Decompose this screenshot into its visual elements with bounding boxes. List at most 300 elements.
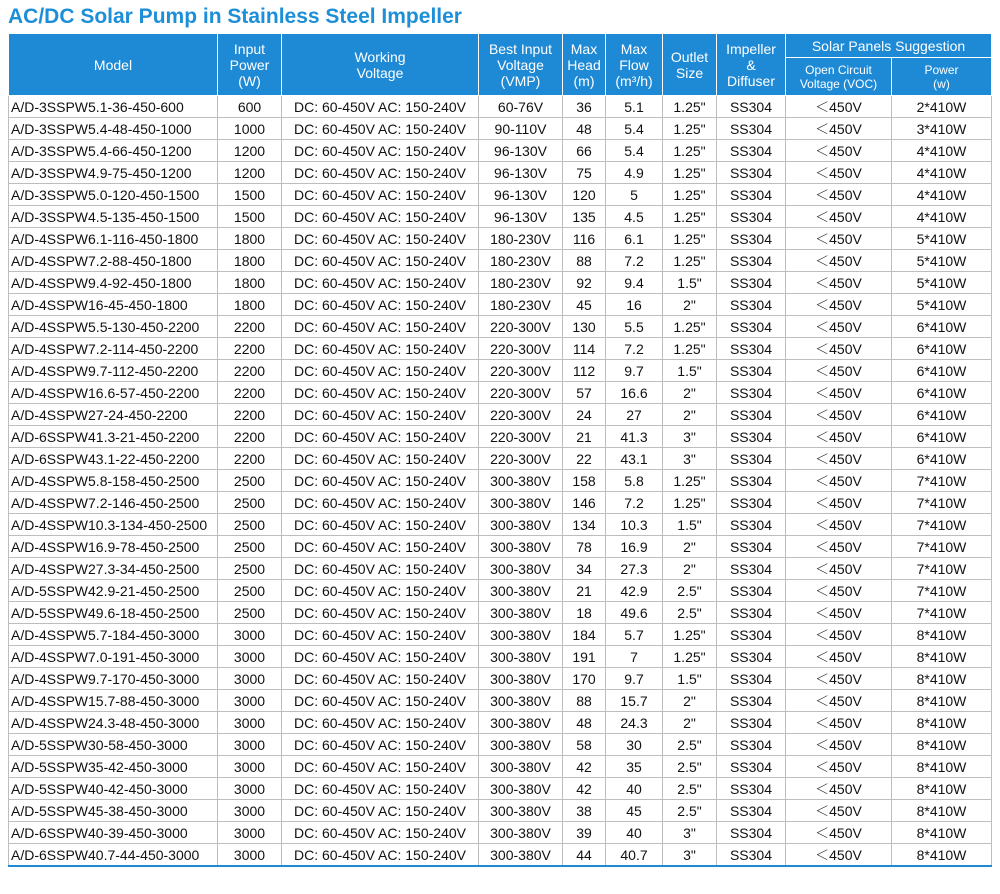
cell-impeller-diffuser: SS304	[717, 558, 786, 580]
cell-max-flow: 7.2	[606, 250, 663, 272]
cell-open-circuit-voltage: ＜450V	[786, 404, 892, 426]
cell-impeller-diffuser: SS304	[717, 316, 786, 338]
table-row	[9, 206, 992, 228]
cell-input-power: 3000	[218, 646, 282, 668]
cell-max-flow: 5.4	[606, 118, 663, 140]
cell-best-input-voltage: 180-230V	[479, 250, 563, 272]
cell-outlet-size: 3"	[663, 448, 717, 470]
cell-power: 8*410W	[892, 734, 992, 756]
table-row	[9, 756, 992, 778]
cell-outlet-size: 1.25"	[663, 624, 717, 646]
cell-best-input-voltage: 96-130V	[479, 206, 563, 228]
table-header	[9, 34, 992, 96]
cell-open-circuit-voltage: ＜450V	[786, 558, 892, 580]
cell-working-voltage: DC: 60-450V AC: 150-240V	[282, 140, 479, 162]
cell-outlet-size: 1.25"	[663, 140, 717, 162]
col-header-impeller-diffuser: Impeller & Diffuser	[717, 34, 786, 96]
cell-model: A/D-4SSPW7.2-146-450-2500	[9, 492, 218, 514]
cell-impeller-diffuser: SS304	[717, 580, 786, 602]
cell-max-head: 22	[563, 448, 606, 470]
cell-best-input-voltage: 300-380V	[479, 712, 563, 734]
cell-input-power: 2200	[218, 448, 282, 470]
cell-model: A/D-4SSPW16-45-450-1800	[9, 294, 218, 316]
cell-input-power: 1800	[218, 272, 282, 294]
cell-max-head: 34	[563, 558, 606, 580]
table-row	[9, 272, 992, 294]
table-row	[9, 382, 992, 404]
cell-open-circuit-voltage: ＜450V	[786, 96, 892, 118]
cell-open-circuit-voltage: ＜450V	[786, 756, 892, 778]
cell-impeller-diffuser: SS304	[717, 646, 786, 668]
cell-power: 8*410W	[892, 624, 992, 646]
cell-power: 7*410W	[892, 602, 992, 624]
table-row	[9, 800, 992, 822]
cell-power: 5*410W	[892, 250, 992, 272]
cell-max-head: 44	[563, 844, 606, 867]
table-row	[9, 712, 992, 734]
cell-working-voltage: DC: 60-450V AC: 150-240V	[282, 250, 479, 272]
cell-outlet-size: 2.5"	[663, 602, 717, 624]
cell-impeller-diffuser: SS304	[717, 778, 786, 800]
table-row	[9, 250, 992, 272]
cell-max-flow: 30	[606, 734, 663, 756]
cell-max-head: 130	[563, 316, 606, 338]
table-row	[9, 338, 992, 360]
cell-input-power: 1800	[218, 228, 282, 250]
cell-open-circuit-voltage: ＜450V	[786, 734, 892, 756]
cell-working-voltage: DC: 60-450V AC: 150-240V	[282, 316, 479, 338]
cell-max-flow: 5.4	[606, 140, 663, 162]
cell-power: 6*410W	[892, 448, 992, 470]
cell-model: A/D-4SSPW27.3-34-450-2500	[9, 558, 218, 580]
cell-working-voltage: DC: 60-450V AC: 150-240V	[282, 228, 479, 250]
cell-max-flow: 5.8	[606, 470, 663, 492]
cell-open-circuit-voltage: ＜450V	[786, 668, 892, 690]
cell-open-circuit-voltage: ＜450V	[786, 316, 892, 338]
cell-best-input-voltage: 300-380V	[479, 844, 563, 867]
cell-impeller-diffuser: SS304	[717, 624, 786, 646]
cell-open-circuit-voltage: ＜450V	[786, 272, 892, 294]
cell-working-voltage: DC: 60-450V AC: 150-240V	[282, 294, 479, 316]
cell-power: 6*410W	[892, 338, 992, 360]
cell-power: 5*410W	[892, 272, 992, 294]
cell-outlet-size: 1.5"	[663, 360, 717, 382]
cell-impeller-diffuser: SS304	[717, 470, 786, 492]
cell-model: A/D-4SSPW16.6-57-450-2200	[9, 382, 218, 404]
cell-max-head: 42	[563, 756, 606, 778]
cell-best-input-voltage: 300-380V	[479, 514, 563, 536]
cell-best-input-voltage: 300-380V	[479, 646, 563, 668]
cell-model: A/D-3SSPW5.0-120-450-1500	[9, 184, 218, 206]
table-row	[9, 580, 992, 602]
cell-open-circuit-voltage: ＜450V	[786, 844, 892, 867]
cell-input-power: 3000	[218, 800, 282, 822]
cell-outlet-size: 1.25"	[663, 162, 717, 184]
cell-best-input-voltage: 300-380V	[479, 800, 563, 822]
cell-working-voltage: DC: 60-450V AC: 150-240V	[282, 734, 479, 756]
cell-outlet-size: 1.25"	[663, 118, 717, 140]
col-header-solar-panels-suggestion: Solar Panels Suggestion	[786, 34, 992, 58]
cell-best-input-voltage: 60-76V	[479, 96, 563, 118]
cell-max-head: 38	[563, 800, 606, 822]
cell-impeller-diffuser: SS304	[717, 668, 786, 690]
cell-working-voltage: DC: 60-450V AC: 150-240V	[282, 536, 479, 558]
cell-impeller-diffuser: SS304	[717, 338, 786, 360]
cell-impeller-diffuser: SS304	[717, 514, 786, 536]
cell-working-voltage: DC: 60-450V AC: 150-240V	[282, 382, 479, 404]
cell-impeller-diffuser: SS304	[717, 206, 786, 228]
cell-outlet-size: 1.25"	[663, 646, 717, 668]
cell-max-head: 88	[563, 250, 606, 272]
table-row	[9, 162, 992, 184]
cell-model: A/D-4SSPW9.7-112-450-2200	[9, 360, 218, 382]
cell-outlet-size: 1.25"	[663, 492, 717, 514]
cell-model: A/D-3SSPW4.5-135-450-1500	[9, 206, 218, 228]
cell-best-input-voltage: 300-380V	[479, 536, 563, 558]
cell-max-head: 134	[563, 514, 606, 536]
cell-outlet-size: 1.25"	[663, 184, 717, 206]
cell-max-head: 24	[563, 404, 606, 426]
cell-model: A/D-4SSPW5.5-130-450-2200	[9, 316, 218, 338]
cell-max-flow: 16.9	[606, 536, 663, 558]
table-row	[9, 536, 992, 558]
table-row	[9, 140, 992, 162]
cell-best-input-voltage: 300-380V	[479, 470, 563, 492]
cell-impeller-diffuser: SS304	[717, 184, 786, 206]
cell-outlet-size: 3"	[663, 822, 717, 844]
cell-power: 4*410W	[892, 206, 992, 228]
cell-max-flow: 41.3	[606, 426, 663, 448]
cell-best-input-voltage: 300-380V	[479, 602, 563, 624]
cell-model: A/D-3SSPW5.4-66-450-1200	[9, 140, 218, 162]
cell-max-head: 57	[563, 382, 606, 404]
table-row	[9, 184, 992, 206]
cell-max-flow: 27.3	[606, 558, 663, 580]
table-row	[9, 316, 992, 338]
cell-model: A/D-4SSPW7.2-114-450-2200	[9, 338, 218, 360]
cell-input-power: 600	[218, 96, 282, 118]
cell-input-power: 2500	[218, 492, 282, 514]
cell-impeller-diffuser: SS304	[717, 536, 786, 558]
cell-open-circuit-voltage: ＜450V	[786, 822, 892, 844]
cell-max-head: 184	[563, 624, 606, 646]
cell-impeller-diffuser: SS304	[717, 492, 786, 514]
col-header-open-circuit-voltage: Open Circuit Voltage (VOC)	[786, 58, 892, 96]
cell-working-voltage: DC: 60-450V AC: 150-240V	[282, 646, 479, 668]
cell-outlet-size: 3"	[663, 844, 717, 867]
cell-model: A/D-5SSPW30-58-450-3000	[9, 734, 218, 756]
cell-working-voltage: DC: 60-450V AC: 150-240V	[282, 360, 479, 382]
cell-open-circuit-voltage: ＜450V	[786, 712, 892, 734]
cell-max-head: 88	[563, 690, 606, 712]
cell-model: A/D-4SSPW6.1-116-450-1800	[9, 228, 218, 250]
cell-input-power: 2200	[218, 382, 282, 404]
cell-max-head: 170	[563, 668, 606, 690]
cell-working-voltage: DC: 60-450V AC: 150-240V	[282, 844, 479, 867]
cell-working-voltage: DC: 60-450V AC: 150-240V	[282, 162, 479, 184]
cell-open-circuit-voltage: ＜450V	[786, 162, 892, 184]
cell-working-voltage: DC: 60-450V AC: 150-240V	[282, 756, 479, 778]
cell-best-input-voltage: 96-130V	[479, 162, 563, 184]
table-row	[9, 514, 992, 536]
table-row	[9, 294, 992, 316]
cell-power: 4*410W	[892, 184, 992, 206]
cell-outlet-size: 2"	[663, 558, 717, 580]
cell-max-head: 158	[563, 470, 606, 492]
table-body	[9, 96, 992, 867]
cell-best-input-voltage: 300-380V	[479, 668, 563, 690]
cell-open-circuit-voltage: ＜450V	[786, 800, 892, 822]
cell-impeller-diffuser: SS304	[717, 756, 786, 778]
cell-power: 8*410W	[892, 646, 992, 668]
cell-best-input-voltage: 300-380V	[479, 756, 563, 778]
cell-best-input-voltage: 180-230V	[479, 294, 563, 316]
cell-best-input-voltage: 220-300V	[479, 448, 563, 470]
cell-power: 8*410W	[892, 844, 992, 867]
cell-open-circuit-voltage: ＜450V	[786, 602, 892, 624]
col-header-outlet-size: Outlet Size	[663, 34, 717, 96]
cell-best-input-voltage: 300-380V	[479, 580, 563, 602]
cell-outlet-size: 2.5"	[663, 778, 717, 800]
cell-impeller-diffuser: SS304	[717, 448, 786, 470]
cell-model: A/D-5SSPW35-42-450-3000	[9, 756, 218, 778]
cell-input-power: 3000	[218, 690, 282, 712]
cell-max-head: 66	[563, 140, 606, 162]
cell-model: A/D-3SSPW5.1-36-450-600	[9, 96, 218, 118]
cell-outlet-size: 1.25"	[663, 470, 717, 492]
cell-open-circuit-voltage: ＜450V	[786, 140, 892, 162]
cell-max-flow: 16	[606, 294, 663, 316]
cell-model: A/D-6SSPW41.3-21-450-2200	[9, 426, 218, 448]
cell-working-voltage: DC: 60-450V AC: 150-240V	[282, 426, 479, 448]
cell-power: 8*410W	[892, 668, 992, 690]
cell-input-power: 3000	[218, 712, 282, 734]
cell-working-voltage: DC: 60-450V AC: 150-240V	[282, 558, 479, 580]
cell-power: 8*410W	[892, 690, 992, 712]
cell-max-head: 48	[563, 712, 606, 734]
cell-open-circuit-voltage: ＜450V	[786, 118, 892, 140]
cell-power: 6*410W	[892, 316, 992, 338]
cell-power: 3*410W	[892, 118, 992, 140]
table-row	[9, 646, 992, 668]
cell-power: 8*410W	[892, 756, 992, 778]
cell-max-flow: 9.4	[606, 272, 663, 294]
cell-power: 8*410W	[892, 800, 992, 822]
cell-best-input-voltage: 220-300V	[479, 338, 563, 360]
cell-working-voltage: DC: 60-450V AC: 150-240V	[282, 602, 479, 624]
cell-max-head: 135	[563, 206, 606, 228]
cell-input-power: 1800	[218, 250, 282, 272]
cell-input-power: 3000	[218, 756, 282, 778]
cell-model: A/D-3SSPW5.4-48-450-1000	[9, 118, 218, 140]
cell-outlet-size: 1.5"	[663, 514, 717, 536]
cell-model: A/D-5SSPW49.6-18-450-2500	[9, 602, 218, 624]
cell-max-flow: 35	[606, 756, 663, 778]
table-row	[9, 734, 992, 756]
cell-best-input-voltage: 300-380V	[479, 492, 563, 514]
cell-power: 5*410W	[892, 294, 992, 316]
cell-outlet-size: 2"	[663, 536, 717, 558]
cell-model: A/D-6SSPW40.7-44-450-3000	[9, 844, 218, 867]
cell-max-head: 191	[563, 646, 606, 668]
cell-open-circuit-voltage: ＜450V	[786, 184, 892, 206]
cell-best-input-voltage: 220-300V	[479, 426, 563, 448]
cell-model: A/D-4SSPW24.3-48-450-3000	[9, 712, 218, 734]
cell-max-flow: 43.1	[606, 448, 663, 470]
cell-max-flow: 49.6	[606, 602, 663, 624]
cell-input-power: 2500	[218, 602, 282, 624]
cell-impeller-diffuser: SS304	[717, 844, 786, 867]
cell-impeller-diffuser: SS304	[717, 250, 786, 272]
cell-power: 4*410W	[892, 162, 992, 184]
table-row	[9, 558, 992, 580]
cell-power: 6*410W	[892, 382, 992, 404]
cell-best-input-voltage: 300-380V	[479, 624, 563, 646]
table-row	[9, 426, 992, 448]
cell-input-power: 2500	[218, 558, 282, 580]
cell-best-input-voltage: 220-300V	[479, 360, 563, 382]
cell-max-head: 92	[563, 272, 606, 294]
cell-outlet-size: 2.5"	[663, 800, 717, 822]
cell-working-voltage: DC: 60-450V AC: 150-240V	[282, 800, 479, 822]
cell-impeller-diffuser: SS304	[717, 404, 786, 426]
cell-max-flow: 45	[606, 800, 663, 822]
cell-impeller-diffuser: SS304	[717, 96, 786, 118]
cell-input-power: 1800	[218, 294, 282, 316]
cell-max-flow: 10.3	[606, 514, 663, 536]
col-header-best-input-voltage: Best Input Voltage (VMP)	[479, 34, 563, 96]
cell-best-input-voltage: 180-230V	[479, 228, 563, 250]
cell-best-input-voltage: 300-380V	[479, 558, 563, 580]
cell-model: A/D-5SSPW40-42-450-3000	[9, 778, 218, 800]
cell-max-head: 42	[563, 778, 606, 800]
cell-input-power: 2200	[218, 338, 282, 360]
cell-open-circuit-voltage: ＜450V	[786, 514, 892, 536]
cell-max-flow: 40	[606, 778, 663, 800]
cell-impeller-diffuser: SS304	[717, 712, 786, 734]
cell-max-head: 21	[563, 426, 606, 448]
cell-max-flow: 9.7	[606, 360, 663, 382]
cell-max-flow: 16.6	[606, 382, 663, 404]
cell-impeller-diffuser: SS304	[717, 118, 786, 140]
cell-model: A/D-4SSPW9.7-170-450-3000	[9, 668, 218, 690]
col-header-input-power: Input Power (W)	[218, 34, 282, 96]
cell-input-power: 1200	[218, 162, 282, 184]
cell-input-power: 2200	[218, 360, 282, 382]
cell-best-input-voltage: 220-300V	[479, 382, 563, 404]
cell-working-voltage: DC: 60-450V AC: 150-240V	[282, 624, 479, 646]
cell-working-voltage: DC: 60-450V AC: 150-240V	[282, 272, 479, 294]
table-row	[9, 404, 992, 426]
cell-best-input-voltage: 220-300V	[479, 404, 563, 426]
table-row	[9, 668, 992, 690]
cell-max-flow: 7.2	[606, 492, 663, 514]
cell-input-power: 1500	[218, 184, 282, 206]
cell-working-voltage: DC: 60-450V AC: 150-240V	[282, 668, 479, 690]
cell-working-voltage: DC: 60-450V AC: 150-240V	[282, 96, 479, 118]
cell-open-circuit-voltage: ＜450V	[786, 250, 892, 272]
cell-max-head: 116	[563, 228, 606, 250]
col-header-working-voltage: Working Voltage	[282, 34, 479, 96]
cell-open-circuit-voltage: ＜450V	[786, 382, 892, 404]
table-row	[9, 602, 992, 624]
cell-impeller-diffuser: SS304	[717, 800, 786, 822]
cell-max-flow: 4.5	[606, 206, 663, 228]
cell-impeller-diffuser: SS304	[717, 822, 786, 844]
cell-power: 8*410W	[892, 712, 992, 734]
cell-input-power: 2500	[218, 514, 282, 536]
table-row	[9, 118, 992, 140]
cell-best-input-voltage: 90-110V	[479, 118, 563, 140]
cell-input-power: 3000	[218, 668, 282, 690]
cell-outlet-size: 1.25"	[663, 206, 717, 228]
cell-model: A/D-6SSPW40-39-450-3000	[9, 822, 218, 844]
cell-open-circuit-voltage: ＜450V	[786, 426, 892, 448]
table-row	[9, 448, 992, 470]
table-row	[9, 228, 992, 250]
cell-power: 7*410W	[892, 558, 992, 580]
spec-table	[8, 33, 992, 867]
cell-input-power: 2500	[218, 580, 282, 602]
cell-model: A/D-5SSPW42.9-21-450-2500	[9, 580, 218, 602]
cell-working-voltage: DC: 60-450V AC: 150-240V	[282, 514, 479, 536]
cell-open-circuit-voltage: ＜450V	[786, 338, 892, 360]
table-row	[9, 624, 992, 646]
cell-outlet-size: 1.5"	[663, 668, 717, 690]
cell-model: A/D-3SSPW4.9-75-450-1200	[9, 162, 218, 184]
cell-model: A/D-4SSPW5.7-184-450-3000	[9, 624, 218, 646]
cell-working-voltage: DC: 60-450V AC: 150-240V	[282, 184, 479, 206]
cell-power: 7*410W	[892, 492, 992, 514]
cell-input-power: 3000	[218, 778, 282, 800]
cell-input-power: 3000	[218, 624, 282, 646]
cell-outlet-size: 1.25"	[663, 338, 717, 360]
cell-outlet-size: 1.5"	[663, 272, 717, 294]
cell-max-flow: 5	[606, 184, 663, 206]
cell-max-head: 58	[563, 734, 606, 756]
cell-open-circuit-voltage: ＜450V	[786, 536, 892, 558]
cell-outlet-size: 2"	[663, 294, 717, 316]
col-header-max-head: Max Head (m)	[563, 34, 606, 96]
cell-open-circuit-voltage: ＜450V	[786, 206, 892, 228]
cell-max-head: 75	[563, 162, 606, 184]
cell-outlet-size: 3"	[663, 426, 717, 448]
cell-open-circuit-voltage: ＜450V	[786, 690, 892, 712]
cell-max-flow: 42.9	[606, 580, 663, 602]
cell-impeller-diffuser: SS304	[717, 272, 786, 294]
page-title: AC/DC Solar Pump in Stainless Steel Impeller	[8, 5, 462, 28]
cell-input-power: 3000	[218, 844, 282, 867]
cell-max-flow: 9.7	[606, 668, 663, 690]
cell-power: 2*410W	[892, 96, 992, 118]
cell-max-head: 146	[563, 492, 606, 514]
cell-working-voltage: DC: 60-450V AC: 150-240V	[282, 580, 479, 602]
cell-max-flow: 27	[606, 404, 663, 426]
cell-input-power: 1200	[218, 140, 282, 162]
cell-outlet-size: 2.5"	[663, 734, 717, 756]
cell-impeller-diffuser: SS304	[717, 602, 786, 624]
cell-max-head: 39	[563, 822, 606, 844]
cell-working-voltage: DC: 60-450V AC: 150-240V	[282, 338, 479, 360]
cell-outlet-size: 1.25"	[663, 250, 717, 272]
cell-input-power: 3000	[218, 822, 282, 844]
cell-impeller-diffuser: SS304	[717, 140, 786, 162]
cell-max-flow: 40.7	[606, 844, 663, 867]
cell-model: A/D-4SSPW10.3-134-450-2500	[9, 514, 218, 536]
cell-working-voltage: DC: 60-450V AC: 150-240V	[282, 118, 479, 140]
col-header-power: Power (w)	[892, 58, 992, 96]
cell-power: 8*410W	[892, 778, 992, 800]
